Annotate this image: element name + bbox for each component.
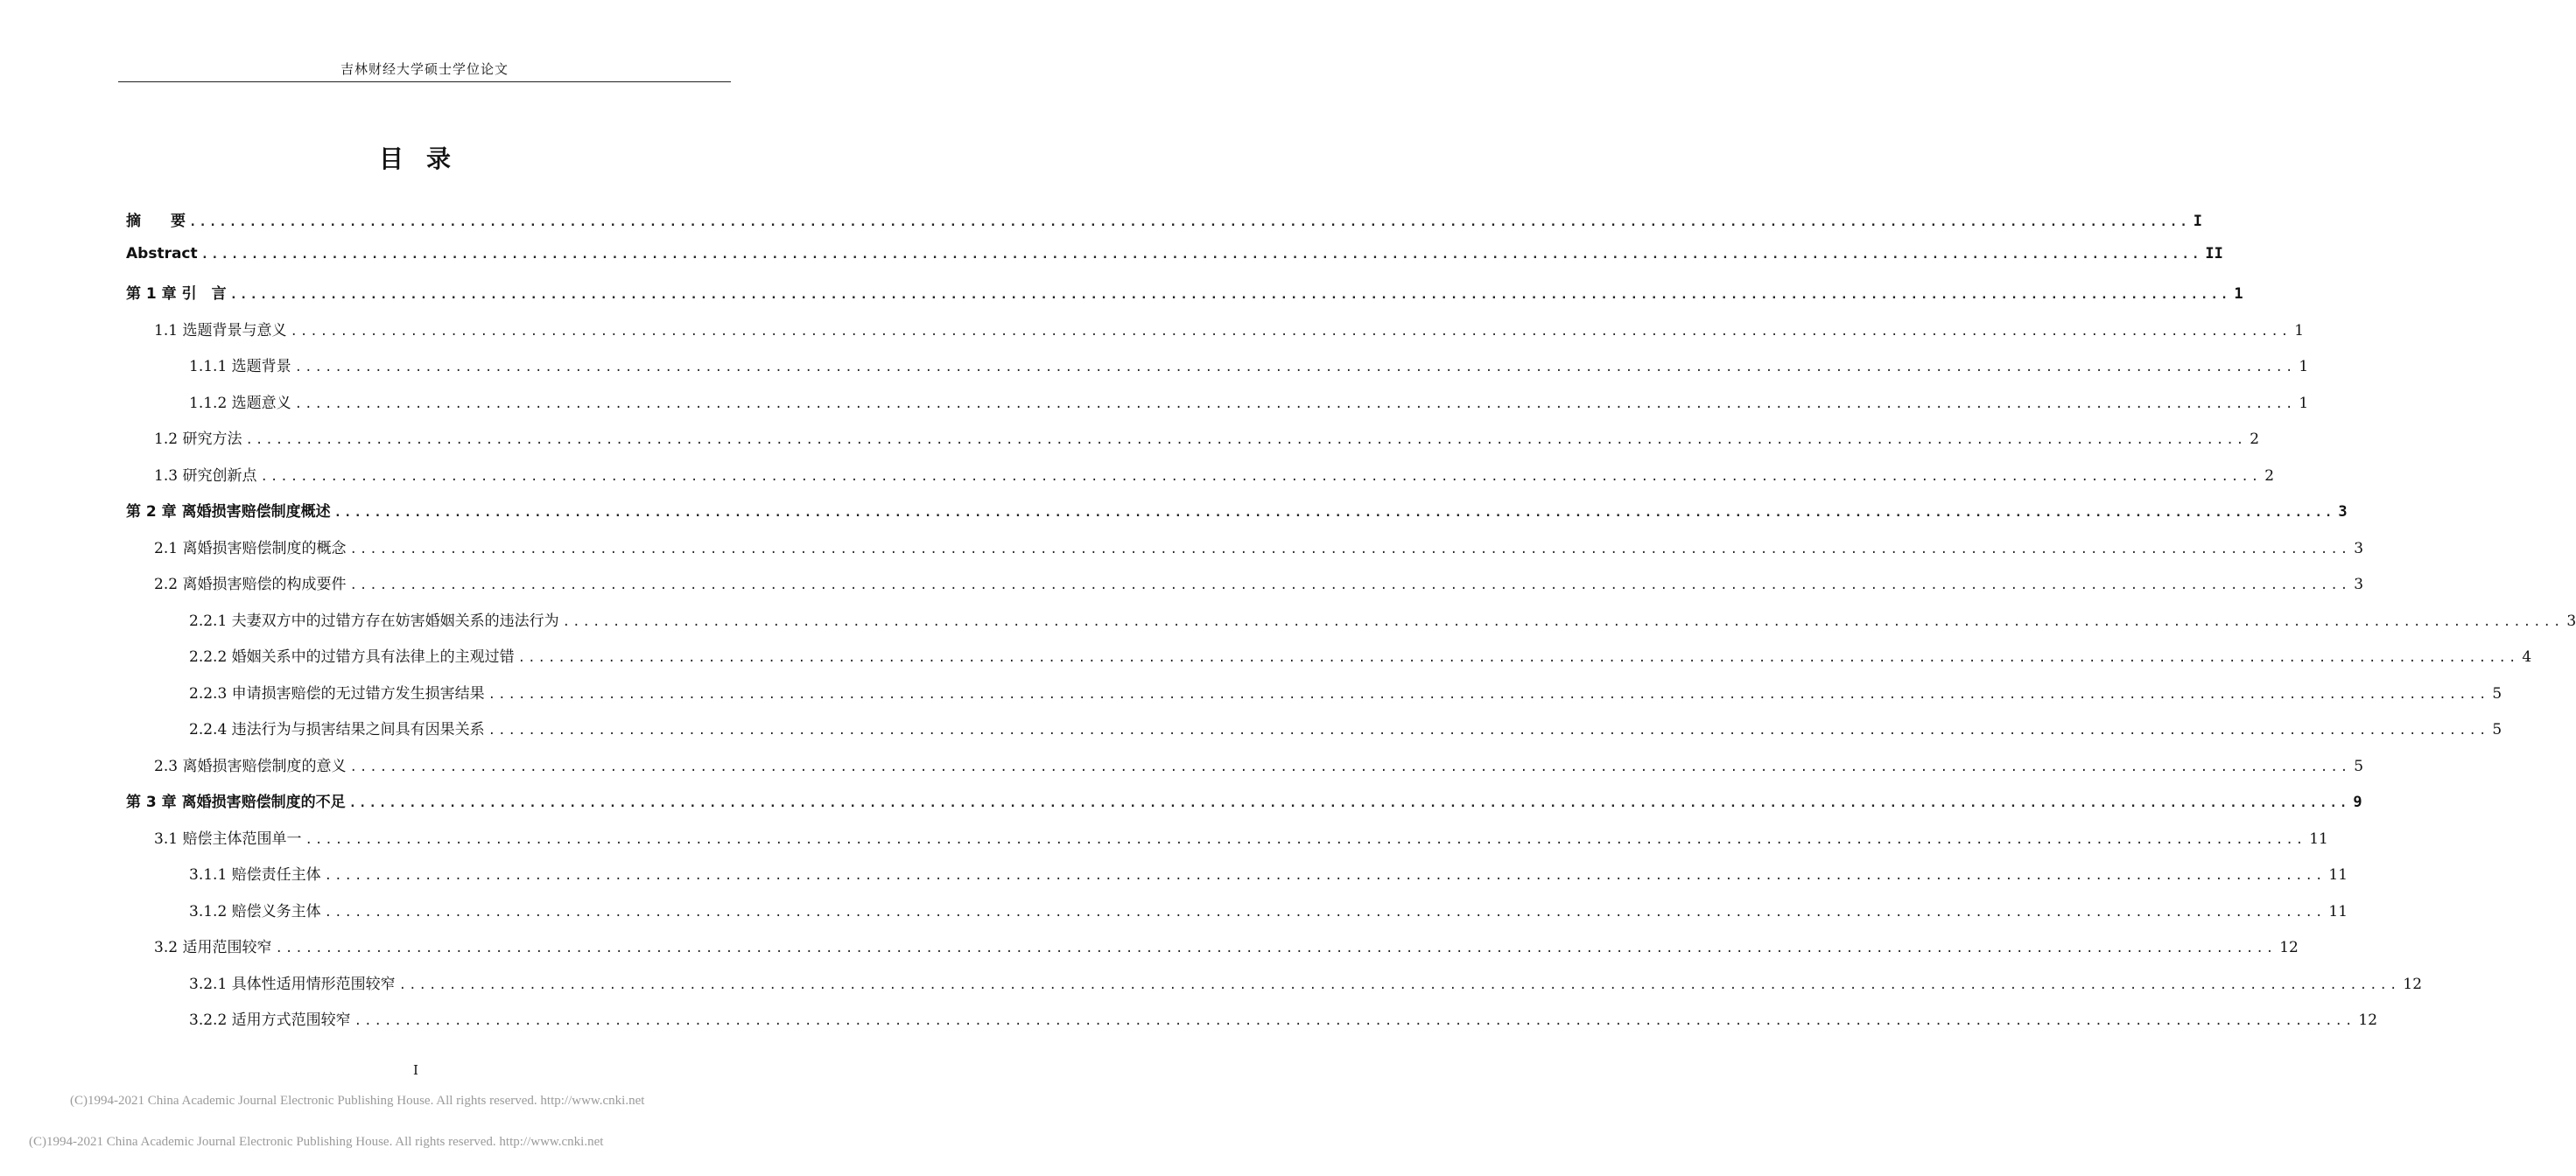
toc-entry[interactable] [126, 208, 2202, 230]
toc-entry-label: 3.2.1 具体性适用情形范围较窄 [189, 975, 396, 993]
toc-entry[interactable] [126, 789, 2362, 811]
toc-leader-dots: ........................................................................................................................................................................................................ [354, 1014, 2355, 1028]
toc-entry[interactable] [189, 608, 2576, 630]
toc-leader-dots: ........................................................................................................................................................................................................ [294, 396, 2296, 411]
header-rule [118, 81, 731, 82]
toc-entry[interactable] [126, 499, 2348, 521]
toc-entry-label: 1.1 选题背景与意义 [154, 321, 287, 340]
toc-entry[interactable] [189, 390, 2309, 412]
copyright-notice: (C)1994-2021 China Academic Journal Electronic Publishing House. All rights reserved. http://www.cnki.net [70, 1094, 645, 1108]
toc-entry[interactable] [189, 1007, 2378, 1029]
copyright-notice-duplicate: (C)1994-2021 China Academic Journal Electronic Publishing House. All rights reserved. http://www.cnki.net [29, 1135, 604, 1149]
toc-entry-page: 2 [2264, 466, 2275, 485]
toc-entry[interactable] [189, 681, 2502, 703]
toc-entry-label: 第 1 章 引 言 [126, 285, 227, 303]
toc-entry[interactable] [154, 318, 2305, 340]
toc-entry-page: 9 [2353, 794, 2362, 811]
toc-entry[interactable] [154, 934, 2299, 956]
toc-entry-label: 2.1 离婚损害赔偿制度的概念 [154, 539, 347, 557]
toc-leader-dots: ........................................................................................................................................................................................................ [349, 542, 2351, 556]
toc-entry[interactable] [154, 753, 2364, 775]
toc-entry-page: 2 [2250, 430, 2260, 448]
toc-entry-page: 11 [2328, 902, 2348, 920]
toc-entry[interactable] [154, 826, 2328, 848]
toc-entry[interactable] [154, 463, 2275, 485]
toc-entry-page: 4 [2522, 648, 2532, 666]
toc-entry-label: 第 3 章 离婚损害赔偿制度的不足 [126, 794, 346, 811]
toc-leader-dots: ........................................................................................................................................................................................................ [349, 760, 2351, 774]
toc-leader-dots: ........................................................................................................................................................................................................ [517, 651, 2519, 665]
toc-entry-label: 1.2 研究方法 [154, 430, 242, 448]
toc-entry[interactable] [126, 244, 2223, 266]
toc-leader-dots: ........................................................................................................................................................................................................ [200, 247, 2202, 262]
toc-leader-dots: ........................................................................................................................................................................................................ [324, 869, 2326, 883]
toc-entry[interactable] [189, 354, 2309, 375]
toc-entry-page: 1 [2234, 285, 2243, 303]
toc-entry-label: 2.2.4 违法行为与损害结果之间具有因果关系 [189, 721, 485, 738]
toc-leader-dots: ........................................................................................................................................................................................................ [229, 288, 2231, 302]
toc-leader-dots: ........................................................................................................................................................................................................ [294, 360, 2296, 374]
toc-entry-label: 第 2 章 离婚损害赔偿制度概述 [126, 503, 331, 521]
toc-entry-page: 5 [2354, 757, 2364, 775]
toc-leader-dots: ........................................................................................................................................................................................................ [275, 942, 2277, 956]
toc-entry-page: 12 [2279, 939, 2299, 956]
toc-entry-page: 3 [2354, 576, 2364, 593]
toc-leader-dots: ........................................................................................................................................................................................................ [290, 324, 2292, 339]
toc-entry[interactable] [189, 644, 2532, 666]
toc-entry-page: II [2205, 244, 2223, 262]
toc-entry-label: Abstract [126, 244, 198, 262]
toc-entry-label: 1.3 研究创新点 [154, 466, 257, 485]
toc-entry-page: 11 [2309, 830, 2328, 848]
toc-entry[interactable] [154, 426, 2260, 448]
page-number: I [413, 1062, 418, 1078]
toc-entry-page: 1 [2299, 394, 2309, 412]
toc-entry-page: 5 [2492, 684, 2502, 703]
toc-leader-dots: ........................................................................................................................................................................................................ [398, 977, 2400, 992]
toc-entry-label: 3.1.1 赔偿责任主体 [189, 866, 321, 884]
toc-entry-page: 3 [2354, 539, 2364, 557]
toc-entry-label: 3.2.2 适用方式范围较窄 [189, 1012, 351, 1029]
toc-leader-dots: ........................................................................................................................................................................................................ [189, 215, 2190, 229]
toc-leader-dots: ........................................................................................................................................................................................................ [488, 687, 2489, 702]
toc-entry-page: 11 [2328, 866, 2348, 884]
toc-entry-label: 2.2.2 婚姻关系中的过错方具有法律上的主观过错 [189, 648, 515, 666]
page-title: 目录 [378, 144, 474, 173]
toc-entry-page: I [2193, 213, 2202, 230]
toc-leader-dots: ........................................................................................................................................................................................................ [562, 614, 2564, 629]
toc-leader-dots: ........................................................................................................................................................................................................ [333, 506, 2335, 520]
toc-entry-label: 摘 要 [126, 213, 186, 230]
toc-entry-label: 3.1.2 赔偿义务主体 [189, 902, 321, 920]
toc-entry-page: 3 [2338, 503, 2348, 521]
toc-entry-page: 1 [2299, 358, 2309, 375]
toc-entry[interactable] [154, 536, 2364, 557]
toc-leader-dots: ........................................................................................................................................................................................................ [260, 469, 2262, 484]
toc-entry[interactable] [189, 717, 2502, 738]
toc-entry-page: 5 [2492, 721, 2502, 738]
toc-leader-dots: ........................................................................................................................................................................................................ [349, 578, 2351, 592]
toc-entry[interactable] [189, 862, 2348, 884]
toc-leader-dots: ........................................................................................................................................................................................................ [348, 796, 2350, 810]
toc-entry[interactable] [189, 971, 2423, 993]
toc-entry-page: 1 [2294, 321, 2305, 340]
toc-entry-label: 2.2 离婚损害赔偿的构成要件 [154, 576, 347, 593]
toc-leader-dots: ........................................................................................................................................................................................................ [488, 724, 2489, 738]
toc-entry-label: 3.2 适用范围较窄 [154, 939, 272, 956]
toc-leader-dots: ........................................................................................................................................................................................................ [245, 433, 2247, 447]
toc-leader-dots: ........................................................................................................................................................................................................ [305, 832, 2306, 847]
toc-entry-label: 2.3 离婚损害赔偿制度的意义 [154, 757, 347, 775]
toc-entry-label: 2.2.1 夫妻双方中的过错方存在妨害婚姻关系的违法行为 [189, 612, 559, 630]
toc-entry[interactable] [154, 571, 2364, 593]
toc-leader-dots: ........................................................................................................................................................................................................ [324, 905, 2326, 920]
toc-entry-page: 3 [2566, 612, 2576, 630]
toc-entry-label: 1.1.1 选题背景 [189, 358, 291, 375]
toc-entry-page: 12 [2403, 975, 2423, 993]
toc-entry[interactable] [189, 899, 2348, 920]
running-header: 吉林财经大学硕士学位论文 [340, 61, 509, 77]
toc-entry-label: 1.1.2 选题意义 [189, 394, 291, 412]
toc-entry-label: 2.2.3 申请损害赔偿的无过错方发生损害结果 [189, 684, 485, 703]
toc-entry-page: 12 [2358, 1012, 2378, 1029]
toc-entry[interactable] [126, 281, 2243, 303]
toc-entry-label: 3.1 赔偿主体范围单一 [154, 830, 302, 848]
